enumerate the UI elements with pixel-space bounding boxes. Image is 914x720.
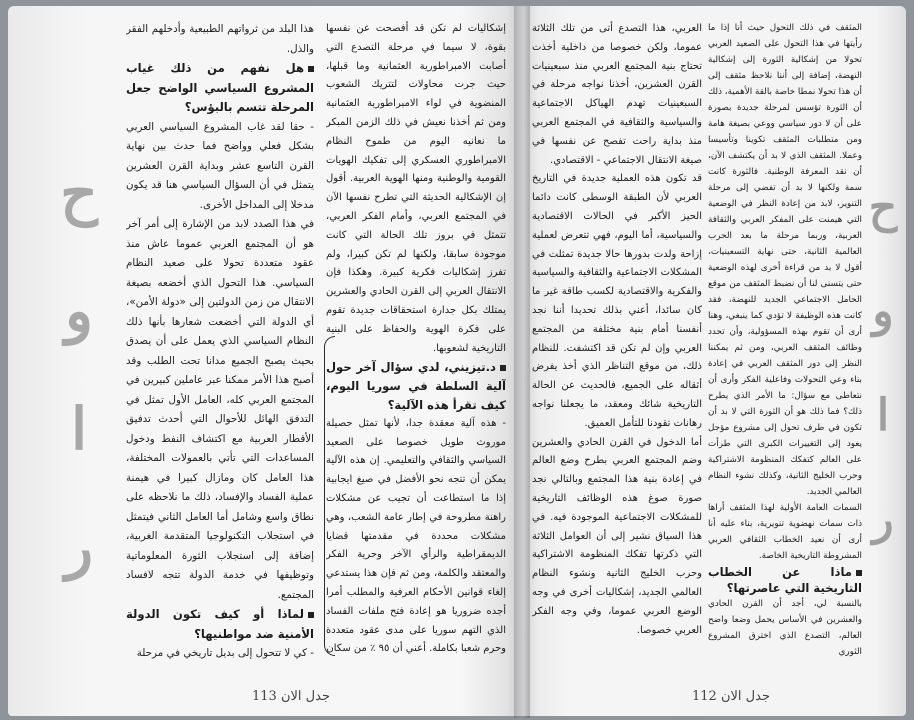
deco-glyph-1: ح	[60, 159, 98, 227]
question-text: د.تيزيني، لدي سؤال آخر حول آلية السلطة في سوريا اليوم، كيف تقرأ هذه الآلية؟	[326, 360, 506, 412]
body-paragraph: العربي، هذا التصدع أتى من تلك الثلاثة عموما، ولكن خصوصا من داخلية أخذت تحتاج بنية المجتمع العربي منذ سبعينيات القرن العشرين، أخذنا نواجه مرحلة في السبعينيات تهدم الهياكل الاجتماعية والسياسية والثقافية في المجتمع العربي منذ بداية راحت تفصح عن نفسها في صيغة الانتقال الاجتماعي - الاقتصادي.	[532, 23, 702, 166]
body-paragraph: - حقا لقد غاب المشروع السياسي العربي بشكل فعلي وواضح فما حدث بين نهاية القرن التاسع عشر وبداية القرن العشرين يتمثل في أن السؤال السياسي هنا قد يكون مدخلا إلى المداخل الأخرى.	[126, 120, 314, 211]
question-text: لماذا أو كيف تكون الدولة الأمنية ضد مواطنيها؟	[126, 607, 314, 641]
section-title-vertical	[44, 134, 114, 606]
left-page-folio	[252, 689, 330, 704]
page-number: 112	[692, 689, 717, 704]
handwritten-bracket	[324, 336, 335, 656]
deco-glyph-2: و	[64, 277, 93, 345]
left-page-inner-column	[326, 20, 506, 659]
folio-text: جدل الان	[280, 689, 330, 704]
body-paragraph: بالنسبة لي، أجد أن القرن الحادي والعشرين في الأساس يحمل وضعا واضح العالم، التصدع الذي اخترق المشروع الثوري	[708, 599, 862, 657]
body-paragraph: المثقف في ذلك التحول حيث أنا إذا ما رأيتها في هذا التحول على الصعيد العربي تحولا من إشكالية الثورة إلى إشكالية النهضة، إضافة إلى أننا نلاحظ مثقف إلى أن هذا تحولا نمطا خاصة بالقة الأهمية، ذلك أن الثورة تؤسس لمرحلة جديدة بصورة على أن لا دور سياسي ووعي بصيغة هامة ومن متطلبات المثقف تكوينا وتأسيسا وعملا. المثقف الذي لا بد أن يكتشف الآن، أن نقد المعرفة الوطنية. فالثورة كانت سمة ولكنها لا بد أن تفضي إلى مرحلة التنوير، لابد من إعادة النظر في الوضعية التي هيمنت على المفكر العربي والثقافة العربية، وربما مرحلة ما بعد الحرب العالمية الثانية، حتى نهاية التسعينيات، أقول لا بد من قراءة أخرى لهذه الوضعية حتى يتسنى لنا أن نضبط المثقف من موقع الحامل الاجتماعي الجديد للنهضة، فقد كانت هذه الوظيفة لا تؤدي كما ينبغي، وهنا أرى أن تقوم بهذه المسؤولية، وأن تحدد وظائف المثقف العربي، ومن ثم يمكننا النظر إلى دور المثقف العربي في إعادة بناء وعي التحولات وفاعلية الفكر وأرى أن نتعاطى مع سؤال: ما الأمر الذي يطرح ذلك؟ فما ذلك هو أن الثورة التي لا بد أن تكون في طرف تحول إلى مشروع مؤجل يعود إلى التغييرات الكبرى التي طرأت على العالم كتفكك المنظومة الاشتراكية وحرب الخليج الثانية، وكذلك نشوء النظام العالمي الجديد.	[708, 23, 862, 497]
interview-question	[126, 59, 314, 118]
body-paragraph: السمات العامة الأولية لهذا المثقف أراها ذات سمات نهضوية تنويرية، بناء عليه أنا أرى أن نعيد الخطاب الثقافي العربي المشروطة التاريخية الخاصة.	[708, 503, 862, 561]
book-gutter	[514, 6, 530, 718]
question-text: هل نفهم من ذلك غياب المشروع السياسي الواضح جعل المرحلة تتسم بالبؤس؟	[126, 61, 314, 114]
question-marker-icon	[308, 66, 314, 72]
body-paragraph: هذا البلد من ثرواتهم الطبيعية وأدخلهم الفقر والذل.	[126, 23, 314, 55]
right-page	[522, 6, 906, 716]
left-page	[8, 6, 522, 716]
deco-glyph-3: ا	[876, 390, 890, 441]
deco-glyph-3: ا	[70, 395, 88, 463]
body-paragraph: في هذا الصدد لابد من الإشارة إلى أمر آخر هو أن المجتمع العربي عموما عاش منذ عقود متعددة تحولا على صعيد النظام السياسي. هذا التحول الذي أخضعه بصيغة الانتقال من زمن الدولتين إلى «دولة الأمن»، أي الدولة التي أخضعت شعارها بأنها ذلك النظام السياسي الذي يعمل على أن يصدق بحيث يصبح الجميع مدانا تحت الطلب وقد أصبح هذا الأمر ممكنا عبر عاملين كبيرين في المجتمع العربي كله، العامل الأول تمثل في التدفق الهائل للأحوال التي أحدث تدفيق الأقطار العربية مع اكتشاف النفط ودخول المساعدات التي تأتي بالعمولات المختلفة، هذا العامل كان ومازال كبيرا في هيمنة عملية الفساد والإفساد، ذلك ما نلاحظه على نطاق واسع وشامل أما العامل الثاني فيتمثل في استجلاب التكنولوجيا المتقدمة الغربية، إضافة إلى استجلاب الثورة المعلوماتية وتوظيفها في خدمة الدولة تتجه لافساد المجتمع.	[126, 218, 314, 601]
right-page-folio	[692, 689, 770, 704]
deco-glyph-4: ر	[872, 494, 894, 545]
folio-text: جدل الان	[720, 689, 770, 704]
right-page-outer-column	[708, 20, 862, 660]
body-paragraph: - هذه آلية معقدة جدا، لأنها تمثل حصيلة موروث طويل خصوصا على الصعيد السياسي والثقافي والتعليمي. إن هذه الآلية يمكن أن تتجه نحو الأفضل في صيغ ايجابية إذا ما استطاعت أن تجيب عن مشكلات راهنة مطروحة في إطار عامة الشعب، وهي مشكلات محددة في مقدمتها قضايا الديمقراطية والرأي الآخر وحرية الفكر والمعتقد والكلمة، ومن ثم فإن هذا يستدعي إلغاء قوانين الأحكام العرفية والمطلب أمرا أجده ضروريا هو إعادة فتح ملفات الفساد الذي التهم سوريا على مدى عقود متعددة وحرم شعبا بكاملة. أعني أن ٩٥ ٪ من سكان	[326, 417, 506, 655]
left-page-outer-column	[126, 20, 314, 664]
body-paragraph: قد تكون هذه العملية جديدة في التاريخ العربي لأن الطبقة الوسطى كانت دائما الحيز الأكبر في الحالات الاقتصادية والسياسية، أما اليوم، فهي تتعرض لعملية إزاحة ولدت بدورها حالا جديدة تمثلت في المشكلات الاجتماعية والثقافية والسياسية والفكرية والاقتصادية لكسب طاقة غير ما كان سائدا، أعني بذلك تحديدا أننا نجد أنفسنا أمام بنية مختلفة من المجتمع العربي وإن لم تكن قد اكتشفت. للنظام ذلك، من موقع التناظر الذي أخذ يفرض أثقاله على الجميع، فالحديث عن الحالة التاريخية شائك ومعقد، ما يجعلنا نواجه رهانات تقودنا للتأمل العميق.	[532, 173, 702, 429]
body-paragraph: - كي لا تتحول إلى بديل تاريخي في مرحلة	[136, 647, 314, 659]
deco-glyph-4: ر	[64, 513, 93, 581]
question-text: ماذا عن الخطاب التاريخية التي عاصرتها؟	[708, 565, 862, 595]
book-spread	[8, 6, 906, 718]
question-marker-icon	[308, 612, 314, 618]
question-marker-icon	[500, 365, 506, 371]
right-page-inner-column	[532, 20, 702, 640]
deco-glyph-1: ح	[868, 182, 898, 233]
interview-question	[708, 564, 862, 596]
page-number: 113	[252, 689, 277, 704]
section-title-vertical	[860, 156, 906, 572]
interview-question	[326, 358, 506, 414]
interview-question	[126, 605, 314, 644]
body-paragraph: إشكاليات لم تكن قد أفصحت عن نفسها بقوة، لا سيما في مرحلة التصدع التي أصابت الامبراطورية العثمانية وما قبلها، حيث جرت محاولات لتتريك الشعوب المنضوية في لواء الامبراطورية العثمانية ومن ثم أخذنا نعيش في ذلك الزمن المبكر ما نعانيه اليوم من طموح النظام الامبراطوري العسكري إلى تفكيك الهويات القومية والوطنية ومنها الهوية العربية. أقول إن الإشكالية الحديثة التي تطرح نفسها الآن في المجتمع العربي، وأمام الفكر العربي، تتمثل في بروز تلك الحالة التي كانت موجودة سابقا، ولكنها لم تكن كبيرا، ولم تفرز إشكاليات فكرية كبيرة. وهكذا فإن الانتقال العربي إلى القرن الحادي والعشرين يمتلك بكل جدارة استحقاقات جديدة تقوم على فكرة الهوية والحفاظ على البنية التاريخية لشعوبها.	[326, 23, 506, 354]
body-paragraph: أما الدخول في القرن الحادي والعشرين وضم المجتمع العربي بطرح وضع العالم في إعادة بنية هذا المجتمع وبالتالي نجد صورة صوغ هذه الوظائف التاريخية للمشكلات الاجتماعية الموجودة فيه. في هذا السياق نشير إلى أن العوامل الثلاثة التي ذكرتها تفكك المنظومة الاشتراكية وحرب الخليج الثانية ونشوء النظام العالمي الجديد، إشكاليات أخرى في وجه الوضع العربي عموما، وفي وجه الفكر العربي خصوصا.	[532, 436, 702, 636]
deco-glyph-2: و	[872, 286, 894, 337]
